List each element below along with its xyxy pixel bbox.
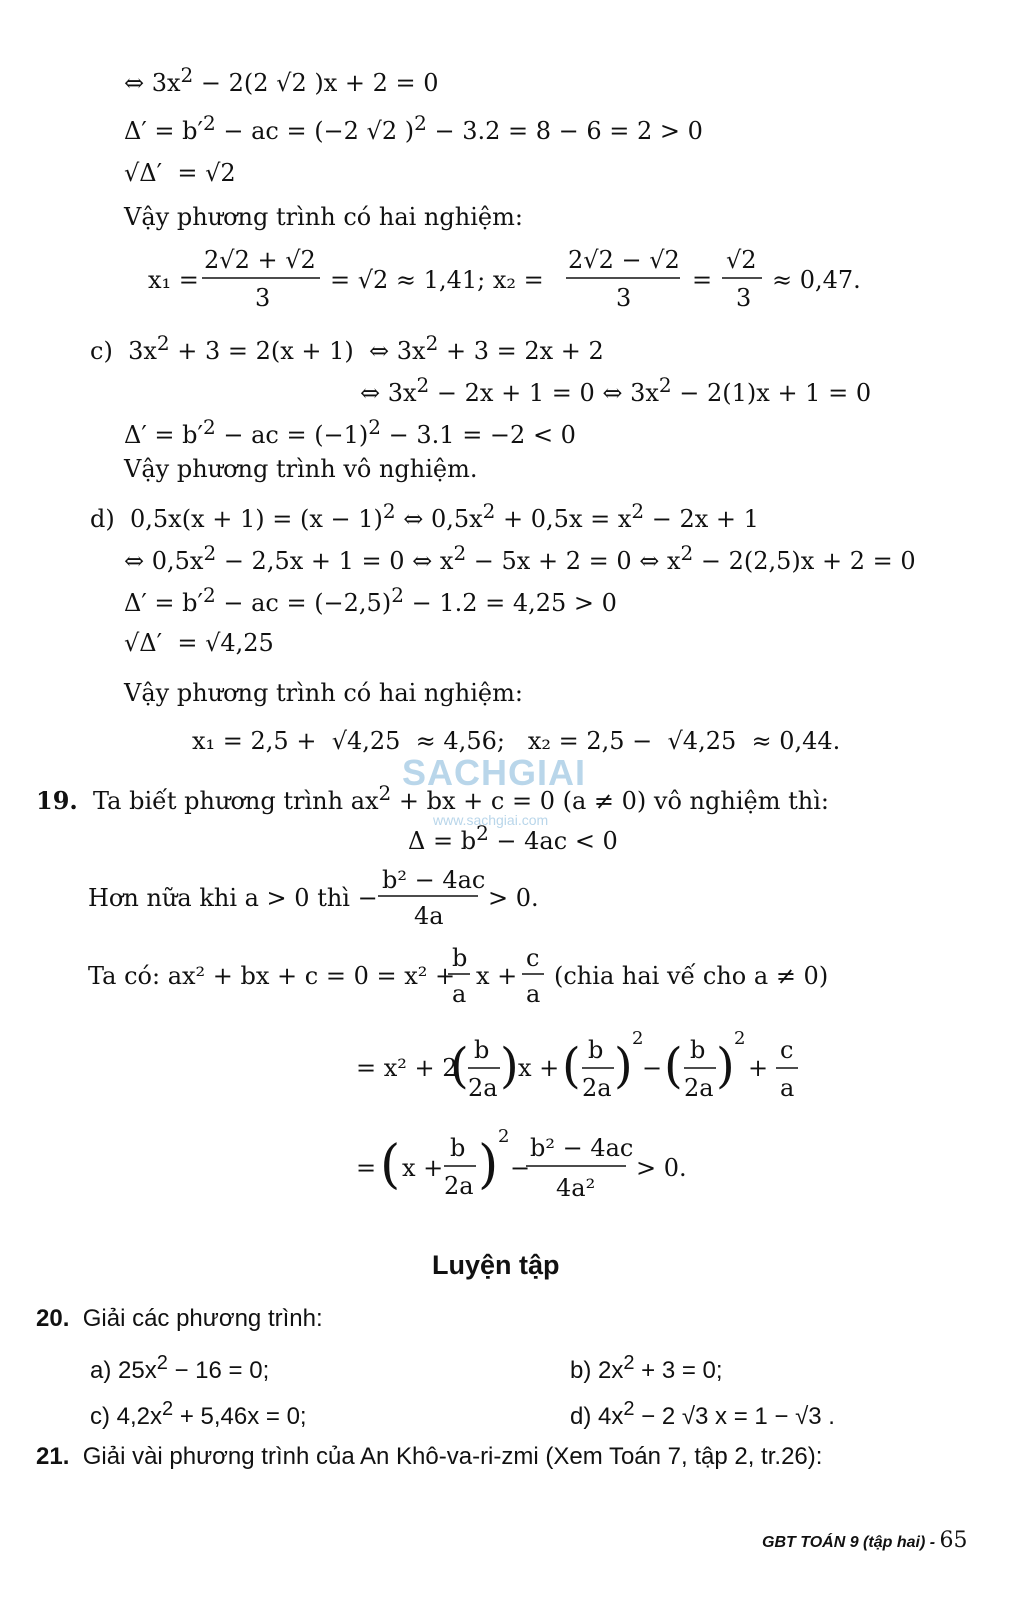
- c-conclusion: Vậy phương trình vô nghiệm.: [124, 455, 478, 483]
- svg-text:≈ 0,47.: ≈ 0,47.: [772, 266, 861, 294]
- svg-text:a: a: [780, 1074, 795, 1102]
- d-conclusion: Vậy phương trình có hai nghiệm:: [124, 679, 523, 707]
- svg-text:b: b: [690, 1036, 706, 1064]
- svg-text:(: (: [380, 1135, 401, 1195]
- eq-d-delta: $\Delta' = b'^2$ − ac = $(-2,5)^2 - 1.2 = 4,25 > 0$: [124, 583, 617, 617]
- problem-19-statement: 19. Ta biết phương trình $ax^2$ + bx + c = 0 (a ≠ 0) vô nghiệm thì:: [36, 781, 829, 815]
- problem-20-text: Giải các phương trình:: [82, 1305, 323, 1332]
- eq-d-line1: d) $0,5x(x + 1) = (x - 1)^2$ ⇔ $0,5x^2 + 0,5x = x^2 - 2x + 1$: [90, 499, 759, 533]
- svg-text:x₁ =: x₁ =: [148, 266, 199, 294]
- svg-text:): ): [614, 1038, 633, 1094]
- problem-19-condition: $\Delta = b^2 - 4ac < 0$: [408, 821, 618, 855]
- eq-d-sqrt-delta: √Δ′ = √4,25: [124, 629, 274, 657]
- svg-text:b: b: [452, 944, 468, 972]
- svg-text:x +: x +: [476, 962, 518, 990]
- problem-19-step2: [350, 1126, 730, 1210]
- svg-text:3: 3: [255, 284, 271, 312]
- svg-text:> 0.: > 0.: [636, 1154, 687, 1182]
- problem-19-moreover: [86, 862, 606, 936]
- watermark-url: www.sachgiai.com: [433, 812, 549, 828]
- svg-text:√2: √2: [726, 246, 757, 274]
- svg-text:3: 3: [616, 284, 632, 312]
- svg-text:2a: 2a: [684, 1074, 714, 1102]
- eq-b-sqrt-delta: √Δ′ = √2: [124, 159, 236, 187]
- page-footer: [762, 1526, 968, 1558]
- problem-20-a: a) $25x^2 - 16 = 0$;: [90, 1352, 270, 1384]
- svg-text:2a: 2a: [444, 1172, 474, 1200]
- svg-text:= √2 ≈ 1,41; x₂ =: = √2 ≈ 1,41; x₂ =: [330, 266, 544, 294]
- eq-c-delta: $\Delta' = b'^2$ − ac = $(-1)^2 - 3.1 = -2 < 0$: [124, 415, 576, 449]
- svg-text:b² − 4ac: b² − 4ac: [530, 1134, 634, 1162]
- problem-20-d: d) $4x^2 - 2$ √3 x = 1 − √3 .: [570, 1398, 835, 1430]
- svg-text:−: −: [642, 1054, 663, 1082]
- problem-19-step1: [350, 1028, 820, 1112]
- b-conclusion: Vậy phương trình có hai nghiệm:: [124, 203, 523, 231]
- svg-text:(chia hai vế cho a ≠ 0): (chia hai vế cho a ≠ 0): [554, 962, 829, 990]
- svg-text:b: b: [450, 1134, 466, 1162]
- problem-19-we-have: [86, 940, 846, 1014]
- svg-text:2: 2: [632, 1028, 644, 1049]
- eq-b-equivalent: ⇔ $3x^2 - 2(2$ √2 )x + 2 = 0: [124, 63, 439, 97]
- watermark-logo: SACHGIAI: [402, 752, 587, 793]
- svg-text:x +: x +: [402, 1154, 444, 1182]
- svg-text:b: b: [474, 1036, 490, 1064]
- svg-text:a: a: [526, 980, 541, 1008]
- svg-text:2√2 + √2: 2√2 + √2: [204, 246, 316, 274]
- svg-text:2: 2: [498, 1126, 510, 1147]
- eq-b-roots: [140, 240, 900, 316]
- section-title: Luyện tập: [432, 1250, 560, 1280]
- svg-text:c: c: [780, 1036, 794, 1064]
- svg-text:): ): [478, 1135, 499, 1195]
- eq-c-line2: ⇔ $3x^2 - 2x + 1 = 0$ ⇔ $3x^2 - 2(1)x + 1 = 0$: [360, 373, 872, 407]
- eq-d-line2: ⇔ $0,5x^2 - 2,5x + 1 = 0$ ⇔ $x^2 - 5x + 2 = 0$ ⇔ $x^2 - 2(2,5)x + 2 = 0$: [124, 541, 916, 575]
- svg-text:=: =: [692, 266, 713, 294]
- svg-text:Ta có: ax² + bx + c = 0 = x² +: Ta có: ax² + bx + c = 0 = x² +: [88, 962, 456, 990]
- svg-text:=: =: [356, 1154, 377, 1182]
- problem-20-b: b) $2x^2 + 3 = 0$;: [570, 1352, 723, 1384]
- svg-text:): ): [716, 1038, 735, 1094]
- svg-text:2a: 2a: [468, 1074, 498, 1102]
- svg-text:4a: 4a: [414, 902, 444, 930]
- footer-book-title: GBT TOÁN 9 (tập hai) -: [762, 1534, 936, 1551]
- svg-text:= x² + 2: = x² + 2: [356, 1054, 458, 1082]
- svg-text:4a²: 4a²: [556, 1174, 596, 1202]
- problem-20-c: c) $4,2x^2 + 5,46x = 0$;: [90, 1398, 307, 1430]
- svg-text:> 0.: > 0.: [488, 884, 539, 912]
- svg-text:2: 2: [734, 1028, 746, 1049]
- problem-21-number: 21.: [36, 1443, 70, 1470]
- svg-text:): ): [500, 1038, 519, 1094]
- eq-d-roots: x₁ = 2,5 + √4,25 ≈ 4,56; x₂ = 2,5 − √4,25 ≈ 0,44.: [192, 727, 841, 755]
- eq-c-line1: c) $3x^2 + 3 = 2(x + 1)$ ⇔ $3x^2 + 3 = 2x + 2$: [90, 331, 604, 365]
- problem-19-number: 19.: [36, 786, 78, 815]
- svg-text:2a: 2a: [582, 1074, 612, 1102]
- problem-20-number: 20.: [36, 1305, 70, 1332]
- svg-text:x +: x +: [518, 1054, 560, 1082]
- svg-text:(: (: [664, 1038, 683, 1094]
- svg-text:(: (: [562, 1038, 581, 1094]
- problem-20-statement: [36, 1304, 323, 1334]
- eq-b-delta: $\Delta' = b'^2$ − ac = (−2 √2 )$^2$ − 3.2 = 8 − 6 = 2 > 0: [124, 111, 703, 145]
- svg-text:b: b: [588, 1036, 604, 1064]
- svg-text:3: 3: [736, 284, 752, 312]
- problem-21-text: Giải vài phương trình của An Khô-va-ri-zmi (Xem Toán 7, tập 2, tr.26):: [82, 1443, 823, 1470]
- svg-text:2√2 − √2: 2√2 − √2: [568, 246, 680, 274]
- svg-text:Hơn nữa khi a > 0 thì −: Hơn nữa khi a > 0 thì −: [88, 884, 378, 912]
- svg-text:−: −: [510, 1154, 531, 1182]
- page-number: 65: [939, 1528, 968, 1553]
- svg-text:b² − 4ac: b² − 4ac: [382, 866, 486, 894]
- svg-text:+: +: [748, 1054, 769, 1082]
- svg-text:c: c: [526, 944, 540, 972]
- svg-text:(: (: [450, 1038, 469, 1094]
- svg-text:a: a: [452, 980, 467, 1008]
- problem-21-statement: [36, 1442, 822, 1472]
